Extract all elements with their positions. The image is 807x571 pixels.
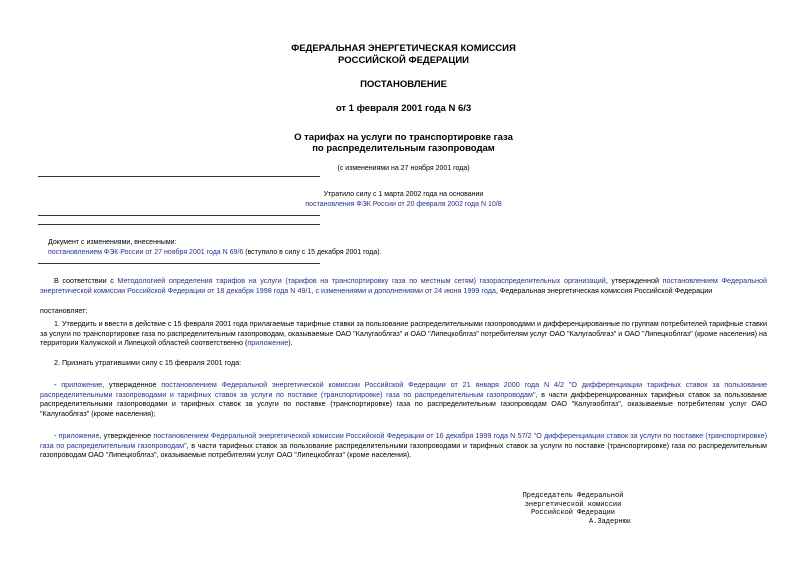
preamble-paragraph: [40, 276, 767, 295]
bullet-tail: , в части тарифных ставок за пользование распределительными газопроводами и тарифных ставок за услуги по поставке (транспортировке) газа по распределительным газопроводам ОАО "Липецкоблгаз", оказываемые потребителям услуг ОАО "Липецкоблгаз" (кроме населения).: [40, 440, 767, 460]
repealed-resolution-link-2[interactable]: постановлением Федеральной энергетической комиссии Российской Федерации от 16 декабря 1999 года N 57/2 "О дифференциации ставок за услуги по поставке (транспортировке) газа по распределительным газопроводам": [40, 431, 767, 450]
repealed-item-2: [40, 431, 767, 460]
divider: [38, 224, 320, 225]
status-link-line: [0, 200, 807, 209]
resolves-text: постановляет:: [40, 306, 88, 315]
item-1-text: 1. Утвердить и ввести в действие с 15 февраля 2001 года прилагаемые тарифные ставки за пользование распределительными газопроводами и дифференцированные по группам потребителей тарифные ставки за услуги по транспортировке газа по распределительным газопроводам, оказываемые ОАО "Калугаоблгаз" и ОАО "Липецкоблгаз" потребителям услуг ОАО "Калугаоблгаз" и ОАО "Липецкоблгаз" (кроме населения) на территории Калужской и Липецкой областей соответственно (: [40, 319, 767, 348]
bullet-mid: , утвержденное: [99, 431, 154, 440]
item-1-tail: ).: [288, 338, 293, 348]
document-type: ПОСТАНОВЛЕНИЕ: [360, 79, 447, 90]
signature-block: [515, 492, 631, 526]
divider: [38, 215, 320, 216]
repeal-document-link[interactable]: постановления ФЭК России от 20 февраля 2002 года N 10/8: [305, 201, 502, 208]
bullet-mid: , утвержденное: [102, 380, 162, 389]
changes-box-line: [48, 248, 382, 257]
repealed-appendix-link-1[interactable]: приложение: [61, 380, 103, 389]
amendment-suffix: (вступило в силу с 15 декабря 2001 года).: [243, 249, 382, 256]
commission-name-line2: РОССИЙСКОЙ ФЕДЕРАЦИИ: [337, 55, 469, 66]
item-1-paragraph: [40, 319, 767, 348]
preamble-text-1: В соответствии с: [54, 276, 118, 285]
repealed-appendix-link-2[interactable]: приложение: [58, 431, 100, 440]
divider: [38, 176, 320, 177]
repealed-resolution-link-1[interactable]: постановлением Федеральной энергетической комиссии Российской Федерации от 21 января 2000 года N 4/2 "О дифференциации тарифных ставок за пользование распределительными газопроводами и тарифных ставок за услуги по поставке (транспортировке) газа по распределительным газопроводам": [40, 380, 767, 399]
bullet-lead: -: [54, 431, 59, 440]
fek-resolution-link[interactable]: постановлением Федеральной энергетической комиссии Российской Федерации от 18 декабря 1998 года N 49/1, с изменениями и дополнениями от 24 июня 1999 года: [40, 276, 768, 295]
signature-line1: Председатель Федеральной: [522, 492, 624, 500]
bullet-lead: -: [54, 380, 62, 389]
document-title-line2: по распределительным газопроводам: [312, 143, 495, 154]
bullet-tail: , в части дифференцированных тарифных ставок за пользование распределительными газопроводами и тарифных ставок за услуги по поставке (транспортировке) газа по распределительным газопроводам ОАО "Калугаоблгаз", оказываемые потребителям услуг ОАО "Калугаоблгаз" (кроме населения);: [40, 389, 767, 418]
repealed-item-1: [40, 380, 767, 418]
document-date-number: от 1 февраля 2001 года N 6/3: [335, 103, 472, 114]
commission-name-line1: ФЕДЕРАЛЬНАЯ ЭНЕРГЕТИЧЕСКАЯ КОМИССИЯ: [291, 43, 516, 54]
appendix-link[interactable]: приложение: [247, 338, 289, 348]
amendment-note: (с изменениями на 27 ноября 2001 года): [337, 165, 470, 172]
item-2-paragraph: 2. Признать утратившими силу с 15 февраля 2001 года:: [54, 358, 242, 367]
divider: [38, 263, 320, 264]
document-title-line1: О тарифах на услуги по транспортировке газа: [294, 132, 513, 143]
amendment-link[interactable]: постановлением ФЭК России от 27 ноября 2001 года N 69/6: [48, 249, 244, 256]
signature-name: А.Задернюк: [588, 517, 631, 526]
signature-line3: Российской Федерации: [530, 509, 615, 518]
changes-box-heading: Документ с изменениями, внесенными:: [48, 239, 177, 246]
signature-line2: энергетической комиссии: [524, 500, 622, 509]
status-note: Утратило силу с 1 марта 2002 года на основании: [323, 191, 484, 198]
preamble-text-2: , утвержденной: [605, 276, 663, 285]
preamble-text-3: , Федеральная энергетическая комиссия Российской Федерации: [495, 285, 713, 295]
methodology-link[interactable]: Методологией определения тарифов на услуги (тарифов на транспортировку газа по местным сетям) газораспределительных организаций: [117, 276, 606, 285]
